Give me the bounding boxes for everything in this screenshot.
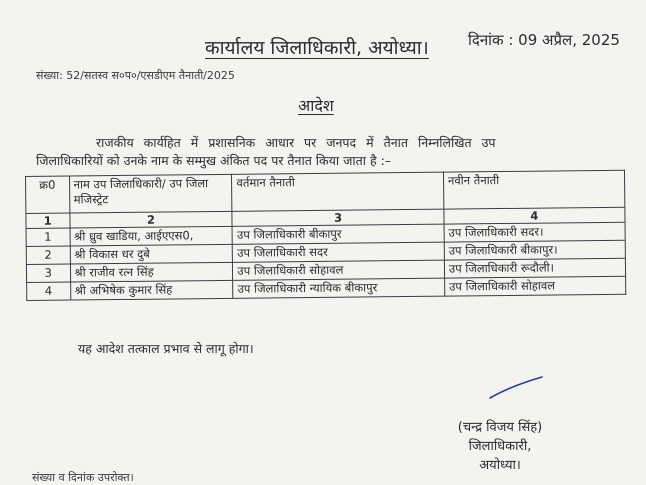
row-current-posting: उप जिलाधिकारी बीकापुर	[232, 224, 444, 244]
row-new-posting: उप जिलाधिकारी सदर।	[444, 222, 625, 242]
row-current-posting: उप जिलाधिकारी न्यायिक बीकापुर	[233, 278, 445, 298]
order-paragraph-line-1: राजकीय कार्यहित में प्रशासनिक आधार पर जनपद में तैनात निम्नलिखित उप	[96, 135, 496, 150]
signature-mark	[488, 376, 544, 400]
row-officer-name: श्री अभिषेक कुमार सिंह	[70, 280, 233, 300]
reference-number: संख्या: 52/सतस्व स०प०/एसडीएम तैनाती/2025	[36, 69, 235, 82]
office-title: कार्यालय जिलाधिकारी, अयोध्या।	[205, 37, 429, 59]
row-serial: 1	[26, 228, 70, 246]
column-number: 1	[26, 213, 70, 228]
posting-table	[25, 170, 626, 301]
signatory-designation: जिलाधिकारी,	[468, 439, 532, 454]
row-new-posting: उप जिलाधिकारी बीकापुर।	[444, 240, 625, 260]
row-officer-name: श्री राजीव रत्न सिंह	[70, 262, 233, 282]
order-paragraph-line-2: जिलाधिकारियों को उनके नाम के सम्मुख अंकित पद पर तैनात किया जाता है :–	[36, 153, 392, 168]
row-current-posting: उप जिलाधिकारी सोहावल	[233, 260, 445, 280]
effect-note: यह आदेश तत्काल प्रभाव से लागू होगा।	[78, 341, 254, 356]
row-serial: 4	[27, 282, 71, 300]
row-new-posting: उप जिलाधिकारी सोहावल	[444, 276, 625, 296]
signatory-name: (चन्द्र विजय सिंह)	[457, 420, 543, 435]
column-number: 4	[444, 207, 625, 224]
order-title: आदेश	[298, 96, 334, 115]
signature-block	[430, 418, 570, 475]
order-date: दिनांक : 09 अप्रैल, 2025	[468, 31, 620, 49]
footer-reference: संख्या व दिनांक उपरोक्त।	[32, 471, 134, 484]
row-serial: 2	[26, 246, 70, 264]
header-serial: क्र0	[26, 176, 70, 213]
row-current-posting: उप जिलाधिकारी सदर	[233, 242, 445, 262]
table-header-row	[26, 170, 625, 213]
header-officer-name: नाम उप जिलाधिकारी/ उप जिला मजिस्ट्रेट	[69, 174, 232, 213]
row-new-posting: उप जिलाधिकारी रूदौली।	[444, 258, 625, 278]
column-number: 2	[69, 211, 232, 228]
header-new-posting: नवीन तैनाती	[443, 170, 625, 209]
column-number: 3	[232, 209, 444, 226]
row-officer-name: श्री ध्रुव खाडिया, आईएएस0,	[70, 226, 233, 246]
row-serial: 3	[26, 264, 70, 282]
row-officer-name: श्री विकास धर दुबे	[70, 244, 233, 264]
signatory-place: अयोध्या।	[479, 458, 521, 473]
header-current-posting: वर्तमान तैनाती	[232, 172, 444, 211]
